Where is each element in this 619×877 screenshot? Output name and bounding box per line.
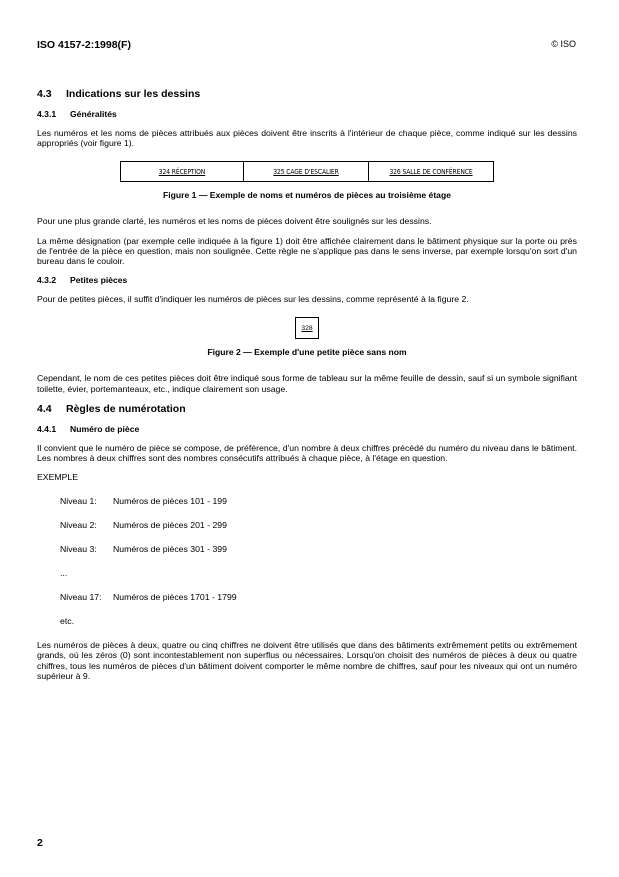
page-number: 2 (37, 837, 43, 849)
example-line (60, 544, 577, 554)
example-range: Numéros de pièces 301 - 399 (113, 544, 227, 555)
example-range: Numéros de pièces 1701 - 1799 (113, 592, 237, 603)
copyright-notice: © ISO (551, 39, 576, 49)
section-4-3-heading (37, 88, 577, 100)
section-number: 4.3.1 (37, 109, 57, 119)
example-level: Niveau 17: (60, 592, 102, 603)
figure-2-room-number: 328 (295, 317, 319, 339)
example-line (60, 496, 577, 506)
paragraph-clarity: Pour une plus grande clarté, les numéros et les noms de pièces doivent être soulignés sur les dessins. (37, 216, 432, 227)
paragraph-however: Cependant, le nom de ces petites pièces doit être indiqué sous forme de tableau sur la même feuille de dessin, sauf si un symbole signifiant toilette, évier, portemanteaux, etc., indique clairement son usage. (37, 373, 577, 394)
section-4-4-1-heading (37, 424, 577, 434)
example-level: Niveau 3: (60, 544, 97, 555)
example-line (60, 616, 577, 626)
page-body (37, 88, 577, 690)
example-range: Numéros de pièces 101 - 199 (113, 496, 227, 507)
example-range: Numéros de pièces 201 - 299 (113, 520, 227, 531)
example-level: ... (60, 568, 68, 579)
section-title: Petites pièces (70, 275, 128, 286)
section-4-3-2-heading (37, 275, 577, 285)
section-number: 4.3 (37, 88, 52, 100)
room-label-326: 326 SALLE DE CONFÉRENCE (389, 167, 473, 176)
example-level: etc. (60, 616, 75, 627)
section-title: Généralités (70, 109, 117, 119)
figure-2-caption: Figure 2 — Exemple d'une petite pièce sans nom (207, 347, 407, 358)
room-label-325: 325 CAGE D'ESCALIER (244, 162, 369, 181)
paragraph-generalites: Les numéros et les noms de pièces attribués aux pièces doivent être inscrits à l'intérieur de chaque pièce, comme indiqué sur les dessins appropriés (voir figure 1). (37, 128, 577, 149)
example-line (60, 568, 577, 578)
example-level: Niveau 1: (60, 496, 97, 507)
section-number: 4.4 (37, 402, 52, 415)
room-label-324: 324 RÉCEPTION (121, 162, 244, 181)
section-number: 4.4.1 (37, 423, 57, 434)
example-label: EXEMPLE (37, 472, 79, 483)
section-title: Indications sur les dessins (66, 88, 201, 100)
figure-1-room-labels (120, 161, 494, 182)
paragraph-same-designation: La même désignation (par exemple celle indiquée à la figure 1) doit être affichée clairement dans le bâtiment physique sur la porte ou près de l'entrée de la pièce en question, mais non soulignée. Cette règle ne s'applique pas dans le sens inverse, par exemple lorsqu'on sort d'un bureau dans le couloir. (37, 235, 577, 267)
section-title: Règles de numérotation (66, 402, 186, 415)
figure-1-caption: Figure 1 — Exemple de noms et numéros de pièces au troisième étage (163, 190, 451, 201)
document-id: ISO 4157-2:1998(F) (37, 39, 131, 51)
paragraph-digit-rules: Les numéros de pièces à deux, quatre ou cinq chiffres ne doivent être utilisés que dans des bâtiments extrêmement petits ou extrêmement grands, où les zéros (0) sont incontestablement non superflus ou nécessaires. Lorsqu'on choisit des numéros de pièces à deux ou quatre chiffres, tous les numéros de pièces d'un bâtiment doivent comporter le même nombre de chiffres, sauf pour les niveaux qui ont un numéro supérieur à 9. (37, 640, 577, 681)
example-level: Niveau 2: (60, 520, 97, 531)
paragraph-small-rooms: Pour de petites pièces, il suffit d'indiquer les numéros de pièces sur les dessins, comme représenté à la figure 2. (37, 294, 469, 305)
example-line (60, 520, 577, 530)
section-title: Numéro de pièce (70, 423, 140, 434)
section-number: 4.3.2 (37, 275, 57, 286)
example-line (60, 592, 577, 602)
paragraph-room-number: Il convient que le numéro de pièce se compose, de préférence, d'un nombre à deux chiffres précédé du numéro du niveau dans le bâtiment. Les nombres à deux chiffres sont des nombres consécutifs attribués à chaque pièce, à l'étage en question. (37, 442, 577, 464)
section-4-4-heading (37, 403, 577, 415)
section-4-3-1-heading (37, 109, 577, 119)
